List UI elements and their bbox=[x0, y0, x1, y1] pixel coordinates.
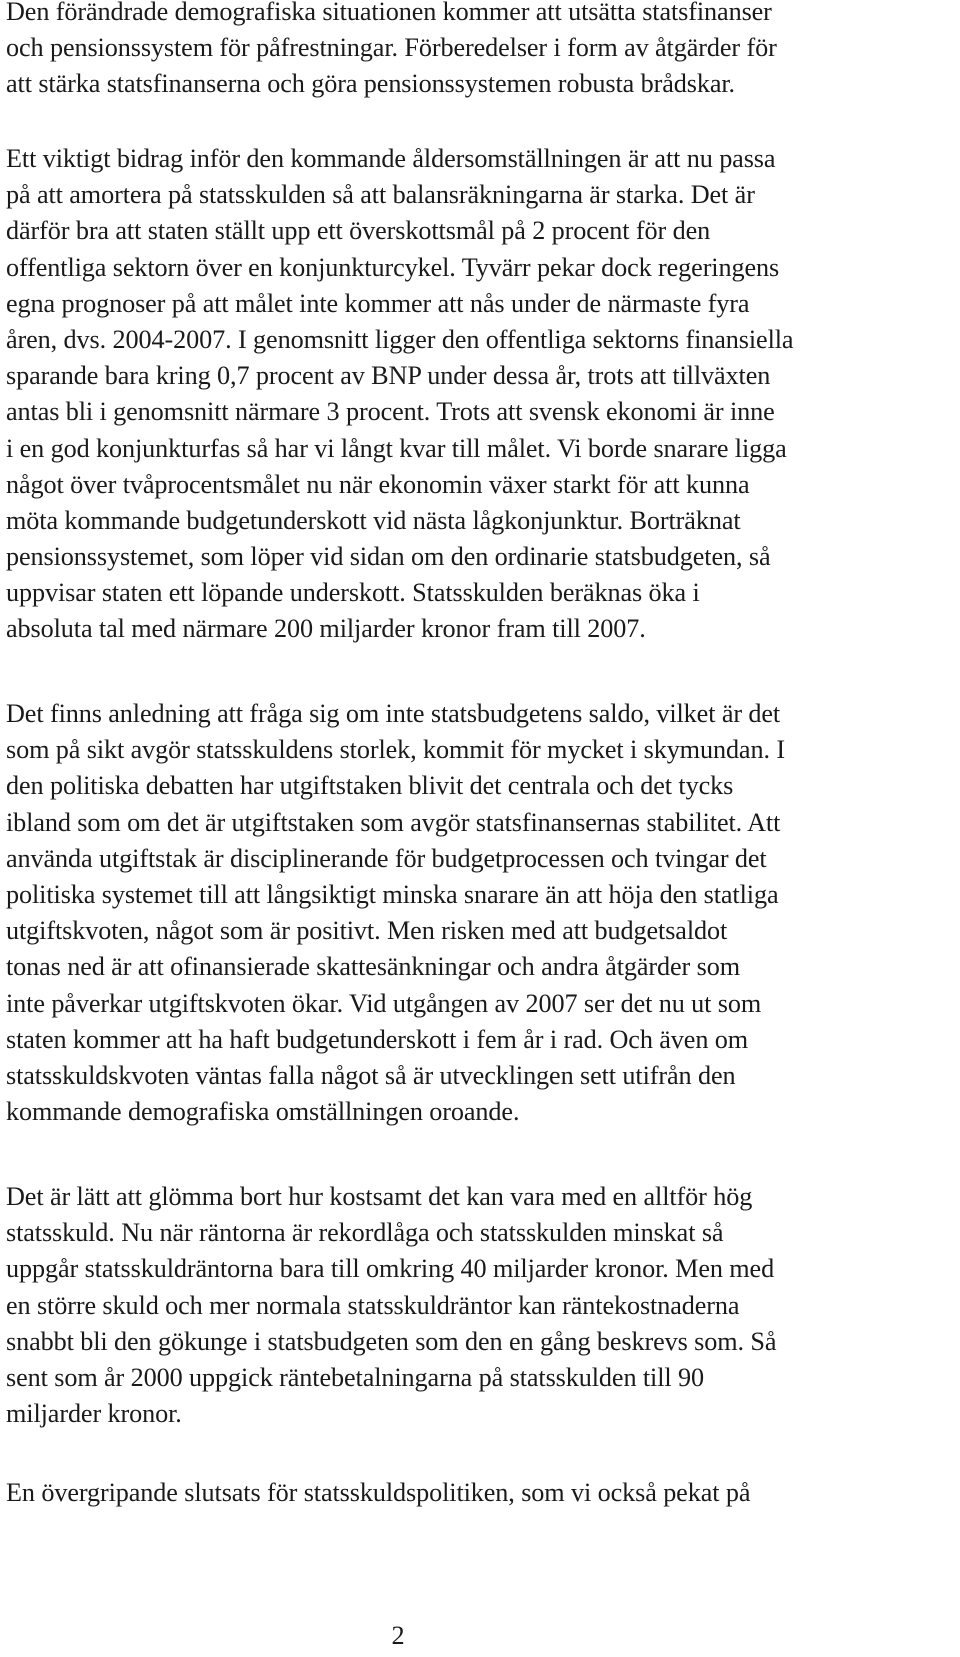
text-line: sent som år 2000 uppgick räntebetalningarna på statsskulden till 90 bbox=[6, 1362, 705, 1392]
text-line: möta kommande budgetunderskott vid nästa lågkonjunktur. Borträknat bbox=[6, 505, 741, 535]
text-line: åren, dvs. 2004-2007. I genomsnitt ligger den offentliga sektorns finansiella bbox=[6, 324, 794, 354]
text-line: Den förändrade demografiska situationen kommer att utsätta statsfinanser bbox=[6, 0, 772, 26]
text-line: som på sikt avgör statsskuldens storlek, kommit för mycket i skymundan. I bbox=[6, 735, 785, 765]
text-line: uppvisar staten ett löpande underskott. Statsskulden beräknas öka i bbox=[6, 578, 700, 608]
text-line: ibland som om det är utgiftstaken som avgör statsfinansernas stabilitet. Att bbox=[6, 807, 781, 837]
text-line: använda utgiftstak är disciplinerande för budgetprocessen och tvingar det bbox=[6, 843, 767, 873]
text-line: egna prognoser på att målet inte kommer att nås under de närmaste fyra bbox=[6, 288, 750, 318]
text-line: något över tvåprocentsmålet nu när ekonomin växer starkt för att kunna bbox=[6, 469, 750, 499]
text-line: statsskuld. Nu när räntorna är rekordlåga och statsskulden minskat så bbox=[6, 1218, 724, 1248]
text-line: den politiska debatten har utgiftstaken blivit det centrala och det tycks bbox=[6, 771, 734, 801]
text-line: Det är lätt att glömma bort hur kostsamt det kan vara med en alltför hög bbox=[6, 1182, 753, 1211]
paragraph-3 bbox=[6, 696, 785, 1130]
text-line: därför bra att staten ställt upp ett överskottsmål på 2 procent för den bbox=[6, 216, 711, 246]
text-line: statsskuldskvoten väntas falla något så är utvecklingen sett utifrån den bbox=[6, 1060, 736, 1090]
text-line: absoluta tal med närmare 200 miljarder kronor fram till 2007. bbox=[6, 614, 646, 644]
paragraph-2 bbox=[6, 141, 793, 648]
text-line: Ett viktigt bidrag inför den kommande åldersomställningen är att nu passa bbox=[6, 144, 776, 173]
text-line: att stärka statsfinanserna och göra pensionssystemen robusta brådskar. bbox=[6, 69, 735, 99]
text-line: en större skuld och mer normala statsskuldräntor kan räntekostnaderna bbox=[6, 1290, 740, 1320]
text-line: och pensionssystem för påfrestningar. Förberedelser i form av åtgärder för bbox=[6, 33, 777, 63]
text-line: antas bli i genomsnitt närmare 3 procent. Trots att svensk ekonomi är inne bbox=[6, 397, 775, 427]
page-number: 2 bbox=[391, 1621, 405, 1650]
text-line: tonas ned är att ofinansierade skattesänkningar och andra åtgärder som bbox=[6, 952, 740, 982]
text-line: En övergripande slutsats för statsskuldspolitiken, som vi också pekat på bbox=[6, 1478, 751, 1507]
text-line: politiska systemet till att långsiktigt minska snarare än att höja den statliga bbox=[6, 879, 779, 909]
text-line: utgiftskvoten, något som är positivt. Men risken med att budgetsaldot bbox=[6, 916, 728, 946]
paragraph-4 bbox=[6, 1179, 776, 1432]
text-line: Det finns anledning att fråga sig om inte statsbudgetens saldo, vilket är det bbox=[6, 699, 781, 728]
text-line: inte påverkar utgiftskvoten ökar. Vid utgången av 2007 ser det nu ut som bbox=[6, 988, 762, 1018]
text-line: i en god konjunkturfas så har vi långt kvar till målet. Vi borde snarare ligga bbox=[6, 433, 787, 463]
text-line: på att amortera på statsskulden så att balansräkningarna är starka. Det är bbox=[6, 180, 755, 210]
text-line: offentliga sektorn över en konjunkturcykel. Tyvärr pekar dock regeringens bbox=[6, 252, 780, 282]
text-line: staten kommer att ha haft budgetunderskott i fem år i rad. Och även om bbox=[6, 1024, 749, 1054]
paragraph-1 bbox=[6, 0, 777, 103]
text-line: uppgår statsskuldräntorna bara till omkring 40 miljarder kronor. Men med bbox=[6, 1254, 775, 1284]
text-line: snabbt bli den gökunge i statsbudgeten som den en gång beskrevs som. Så bbox=[6, 1326, 777, 1356]
text-line: kommande demografiska omställningen oroande. bbox=[6, 1097, 520, 1127]
text-line: sparande bara kring 0,7 procent av BNP under dessa år, trots att tillväxten bbox=[6, 361, 771, 391]
paragraph-5 bbox=[6, 1475, 750, 1511]
text-line: miljarder kronor. bbox=[6, 1399, 182, 1429]
text-line: pensionssystemet, som löper vid sidan om den ordinarie statsbudgeten, så bbox=[6, 542, 771, 572]
